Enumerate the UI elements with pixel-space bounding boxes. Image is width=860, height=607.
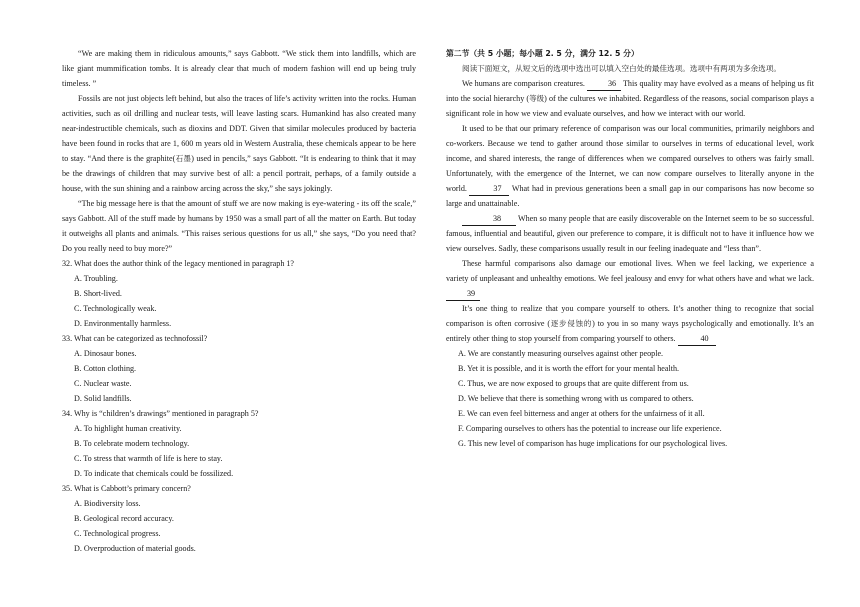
answer-option: B. Geological record accuracy. [74,514,174,523]
answer-option: B. To celebrate modern technology. [74,439,190,448]
answer-option: A. Biodiversity loss. [74,499,141,508]
answer-option: A. Troubling. [74,274,118,283]
section-title: 第二节（共 5 小题；每小题 2. 5 分，满分 12. 5 分） [446,49,639,58]
option-list [446,346,814,451]
left-column [62,46,416,556]
paragraph: “The big message here is that the amount of stuff we are now making is eye-watering - its off the scale,” says Gabbott. All of the stuff made by humans by 1950 was a small part of all the matter on Earth. But today it outweighs all plants and animals. “This raises serious questions for us all,” she says, “Do you need that? Do you really need to buy more?” [62,199,416,253]
question-stem: 35. What is Cabbott’s primary concern? [62,484,191,493]
answer-option: G. This new level of comparison has huge implications for our psychological lives. [458,439,728,448]
paragraph: 38 When so many people that are easily discoverable on the Internet seem to be so successful. famous, influential and beautiful, given our preference to compare, it is difficult not to have it influence how we view ourselves. Sadly, these comparisons usually result in our feeling inadequate and “less than”. [446,214,814,253]
question-34 [62,406,416,481]
answer-option: B. Cotton clothing. [74,364,137,373]
answer-blank: 38 [462,213,516,226]
answer-blank: 37 [469,183,509,196]
answer-blank: 40 [678,333,716,346]
answer-option: B. Yet it is possible, and it is worth the effort for your mental health. [458,364,680,373]
answer-option: C. Technologically weak. [74,304,157,313]
answer-option: B. Short-lived. [74,289,122,298]
paragraph: Fossils are not just objects left behind, but also the traces of life’s activity written into the rocks. Human activities, such as oil drilling and nuclear tests, will leave lasting scars. Humankind has also created many near-indestructible chemicals, such as dioxins and DDT. Given that similar molecules produced by bacteria have been found in rocks that are 1, 600 m years old in Western Australia, these chemicals appear to be here to stay. “And there is the graphite(石墨) used in pencils,” says Gabbott. “It is endearing to think that it may be the drawings of children that may survive best of all: a pencil portrait, perhaps, of a family outside a house, with the sun shining and a rainbow arcing across the sky,” she says jokingly. [62,94,416,193]
answer-blank: 39 [446,288,480,301]
answer-option: A. To highlight human creativity. [74,424,182,433]
answer-option: C. To stress that warmth of life is here to stay. [74,454,223,463]
answer-option: C. Technological progress. [74,529,161,538]
answer-option: D. To indicate that chemicals could be fossilized. [74,469,234,478]
paragraph: It used to be that our primary reference of comparison was our local communities, primarily neighbors and co-workers. Because we tend to gather around those similar to ourselves in terms of educational level, work income, and shared interests, the range of differences when we compared ourselves to others was fairly small. Unfortunately, with the emergence of the Internet, we can now compare ourselves to literally anyone in the world. 37 What had in previous generations been a small gap in our comparisons has now become so large and unattainable. [446,124,814,208]
answer-option: D. Overproduction of material goods. [74,544,196,553]
answer-option: D. Environmentally harmless. [74,319,172,328]
answer-option: A. We are constantly measuring ourselves against other people. [458,349,664,358]
answer-option: D. Solid landfills. [74,394,132,403]
answer-option: A. Dinosaur bones. [74,349,137,358]
answer-option: E. We can even feel bitterness and anger at others for the unfairness of it all. [458,409,705,418]
question-stem: 34. Why is “children’s drawings” mentioned in paragraph 5? [62,409,259,418]
answer-blank: 36 [587,78,621,91]
paragraph: These harmful comparisons also damage our emotional lives. When we feel lacking, we experience a variety of unpleasant and unhealthy emotions. We feel jealousy and envy for what others have and what we lack. 39 [446,256,814,301]
answer-option: C. Nuclear waste. [74,379,132,388]
section-instruction: 阅读下面短文，从短文后的选项中选出可以填入空白处的最佳选项。选项中有两项为多余选项。 [462,64,781,73]
paragraph: “We are making them in ridiculous amounts,” says Gabbott. “We stick them into landfills, which are like giant mummification tombs. It is already clear that much of modern fashion will end up being truly timeless. ” [62,49,416,88]
answer-option: F. Comparing ourselves to others has the potential to increase our life experience. [458,424,722,433]
question-32 [62,256,416,331]
question-stem: 33. What can be categorized as technofossil? [62,334,208,343]
question-35 [62,481,416,556]
paragraph: It’s one thing to realize that you compare yourself to others. It’s another thing to recognize that social comparison is often corrosive (逐步侵蚀的) to you in so many ways psychologically and emotionally. It’s an entirely other thing to stop yourself from comparing yourself to others. 40 [446,301,814,346]
answer-option: C. Thus, we are now exposed to groups that are quite different from us. [458,379,689,388]
question-33 [62,331,416,406]
right-column [446,46,814,451]
answer-option: D. We believe that there is something wrong with us compared to others. [458,394,694,403]
question-stem: 32. What does the author think of the legacy mentioned in paragraph 1? [62,259,295,268]
paragraph: We humans are comparison creatures. 36 This quality may have evolved as a means of helping us fit into the social hierarchy (等级) of the cultures we inhabited. Regardless of the reasons, social comparison plays a significant role in how we view and evaluate ourselves, and how we interact with our world. [446,79,814,118]
